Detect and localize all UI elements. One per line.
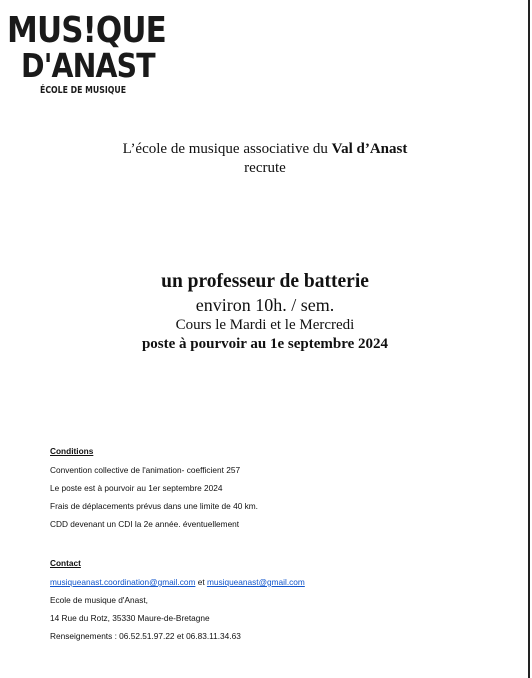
contact-address: 14 Rue du Rotz, 35330 Maure-de-Bretagne (50, 613, 210, 623)
contact-phones: Renseignements : 06.52.51.97.22 et 06.83.11.34.63 (50, 631, 241, 641)
condition-line: Convention collective de l'animation- coefficient 257 (50, 465, 241, 475)
intro-block (0, 140, 530, 178)
email-link-coordination[interactable]: musiqueanast.coordination@gmail.com (50, 577, 196, 587)
job-hours: environ 10h. / sem. (195, 295, 335, 315)
job-days: Cours le Mardi et le Mercredi (175, 317, 355, 333)
conditions-section (50, 446, 258, 537)
intro-line-2: recrute (244, 160, 286, 176)
logo-line-1: MUS!QUE (7, 10, 166, 51)
condition-line: CDD devenant un CDI la 2e année. éventuellement (50, 519, 240, 529)
conditions-heading: Conditions (50, 446, 94, 456)
intro-prefix: L’école de musique associative du (122, 141, 332, 157)
email-link-main[interactable]: musiqueanast@gmail.com (206, 577, 305, 587)
job-block (0, 270, 530, 354)
logo-line-3: ÉCOLE DE MUSIQUE (40, 85, 127, 96)
contact-emails (50, 577, 305, 595)
school-logo (7, 10, 192, 96)
contact-section (50, 558, 305, 649)
email-joiner: et (195, 577, 207, 587)
job-title: un professeur de batterie (161, 271, 369, 292)
job-start-date: poste à pourvoir au 1e septembre 2024 (141, 336, 389, 352)
condition-line: Frais de déplacements prévus dans une limite de 40 km. (50, 501, 258, 511)
condition-line: Le poste est à pourvoir au 1er septembre 2024 (50, 483, 223, 493)
contact-heading: Contact (50, 558, 81, 568)
intro-line-1 (0, 140, 530, 159)
intro-school-name: Val d’Anast (331, 141, 408, 157)
contact-name: Ecole de musique d'Anast, (50, 595, 148, 605)
logo-line-2: D'ANAST (21, 46, 155, 85)
